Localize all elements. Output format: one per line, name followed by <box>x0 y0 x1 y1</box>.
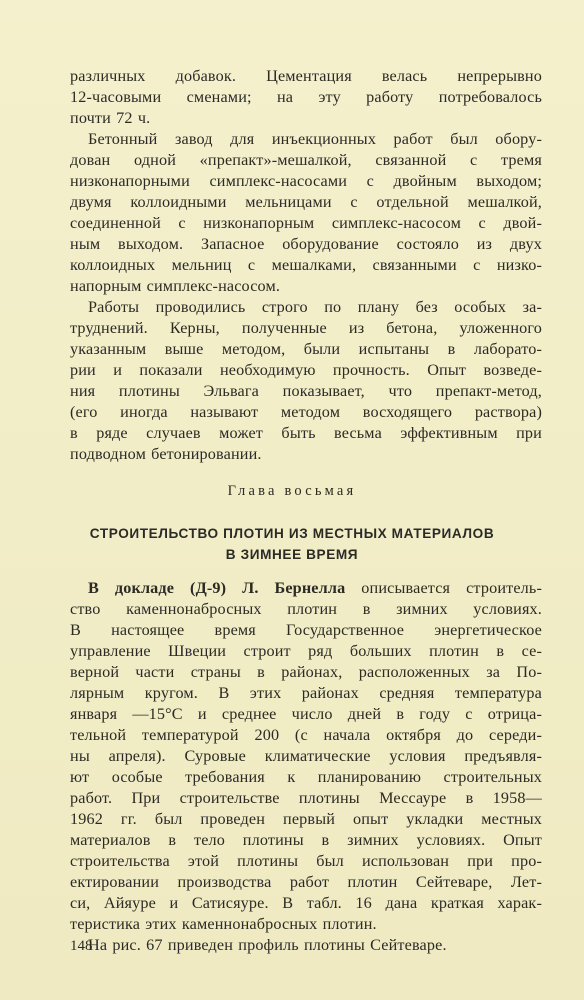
chapter-heading: Глава восьмая <box>227 483 357 499</box>
text-line: труднений. Керны, полученные из бетона, уложенного <box>70 319 542 337</box>
paragraph-1 <box>70 66 542 129</box>
text-line: 12-часовыми сменами; на эту работу потребовалось <box>70 88 542 106</box>
text-line: 1962 гг. был проведен первый опыт укладки местных <box>70 810 542 828</box>
text-line: коллоидных мельниц с мешалками, связанными с низко- <box>70 256 542 274</box>
author-reference: В докладе (Д-9) Л. Бернелла <box>88 579 346 597</box>
text-line: теристика этих каменнонабросных плотин. <box>70 915 377 933</box>
text-line: тельной температурой 200 (с начала октября до середи- <box>70 726 542 744</box>
paragraph-3 <box>70 297 542 465</box>
text-line: строительства этой плотины был использован при про- <box>70 852 542 870</box>
paragraph-4 <box>70 578 542 956</box>
chapter-title-line: СТРОИТЕЛЬСТВО ПЛОТИН ИЗ МЕСТНЫХ МАТЕРИАЛОВ <box>89 526 495 541</box>
text-line: соединенной с низконапорным симплекс-насосом с двой- <box>70 214 542 232</box>
page-number: 148 <box>70 938 93 954</box>
text-line: си, Айяуре и Сатисяуре. В табл. 16 дана краткая харак- <box>70 894 542 912</box>
text-line: ны апреля). Суровые климатические условия предъявля- <box>70 747 542 765</box>
text-line: напорным симплекс-насосом. <box>70 277 281 295</box>
text-line: (его иногда называют методом восходящего раствора) <box>70 403 542 421</box>
text-line: января —15°С и среднее число дней в году с отрица- <box>70 705 542 723</box>
chapter-title-line: В ЗИМНЕЕ ВРЕМЯ <box>225 547 359 562</box>
text-line: в ряде случаев может быть весьма эффективным при <box>70 424 542 442</box>
text-line: работ. При строительстве плотины Мессауре в 1958— <box>70 789 542 807</box>
text-line: управление Швеции строит ряд больших плотин в се- <box>70 642 542 660</box>
text-line: подводном бетонировании. <box>70 445 262 463</box>
paragraph-2 <box>70 129 542 297</box>
text-line: В настоящее время Государственное энергетическое <box>70 621 542 639</box>
text-line: верной части страны в районах, расположенных за По- <box>70 663 542 681</box>
text-line: ектировании производства работ плотин Сейтеваре, Лет- <box>70 873 542 891</box>
text-line: Работы проводились строго по плану без особых за- <box>88 298 542 316</box>
text-line: ют особые требования к планированию строительных <box>70 768 542 786</box>
text-line: низконапорными симплекс-насосами с двойным выходом; <box>70 172 542 190</box>
text-line: На рис. 67 приведен профиль плотины Сейтеваре. <box>88 936 447 954</box>
text-line: Бетонный завод для инъекционных работ был обору- <box>88 130 542 148</box>
text-line: дован одной «препакт»-мешалкой, связанной с тремя <box>70 151 542 169</box>
text-line: двумя коллоидными мельницами с отдельной мешалкой, <box>70 193 542 211</box>
text-line: рии и показали необходимую прочность. Опыт возведе- <box>70 361 542 379</box>
chapter-title <box>0 523 584 565</box>
text-line: указанным выше методом, были испытаны в лаборато- <box>70 340 542 358</box>
text-line: почти 72 ч. <box>70 109 151 127</box>
text-line <box>70 578 542 599</box>
text-line: ство каменнонабросных плотин в зимних условиях. <box>70 600 542 618</box>
text-line: материалов в тело плотины в зимних условиях. Опыт <box>70 831 542 849</box>
text-line: ным выходом. Запасное оборудование состояло из двух <box>70 235 542 253</box>
text-line: различных добавок. Цементация велась непрерывно <box>70 67 542 85</box>
text-line: ния плотины Эльвага показывает, что препакт-метод, <box>70 382 542 400</box>
text-line: лярным кругом. В этих районах средняя температура <box>70 684 542 702</box>
text-fragment: описывается строитель- <box>361 579 542 597</box>
